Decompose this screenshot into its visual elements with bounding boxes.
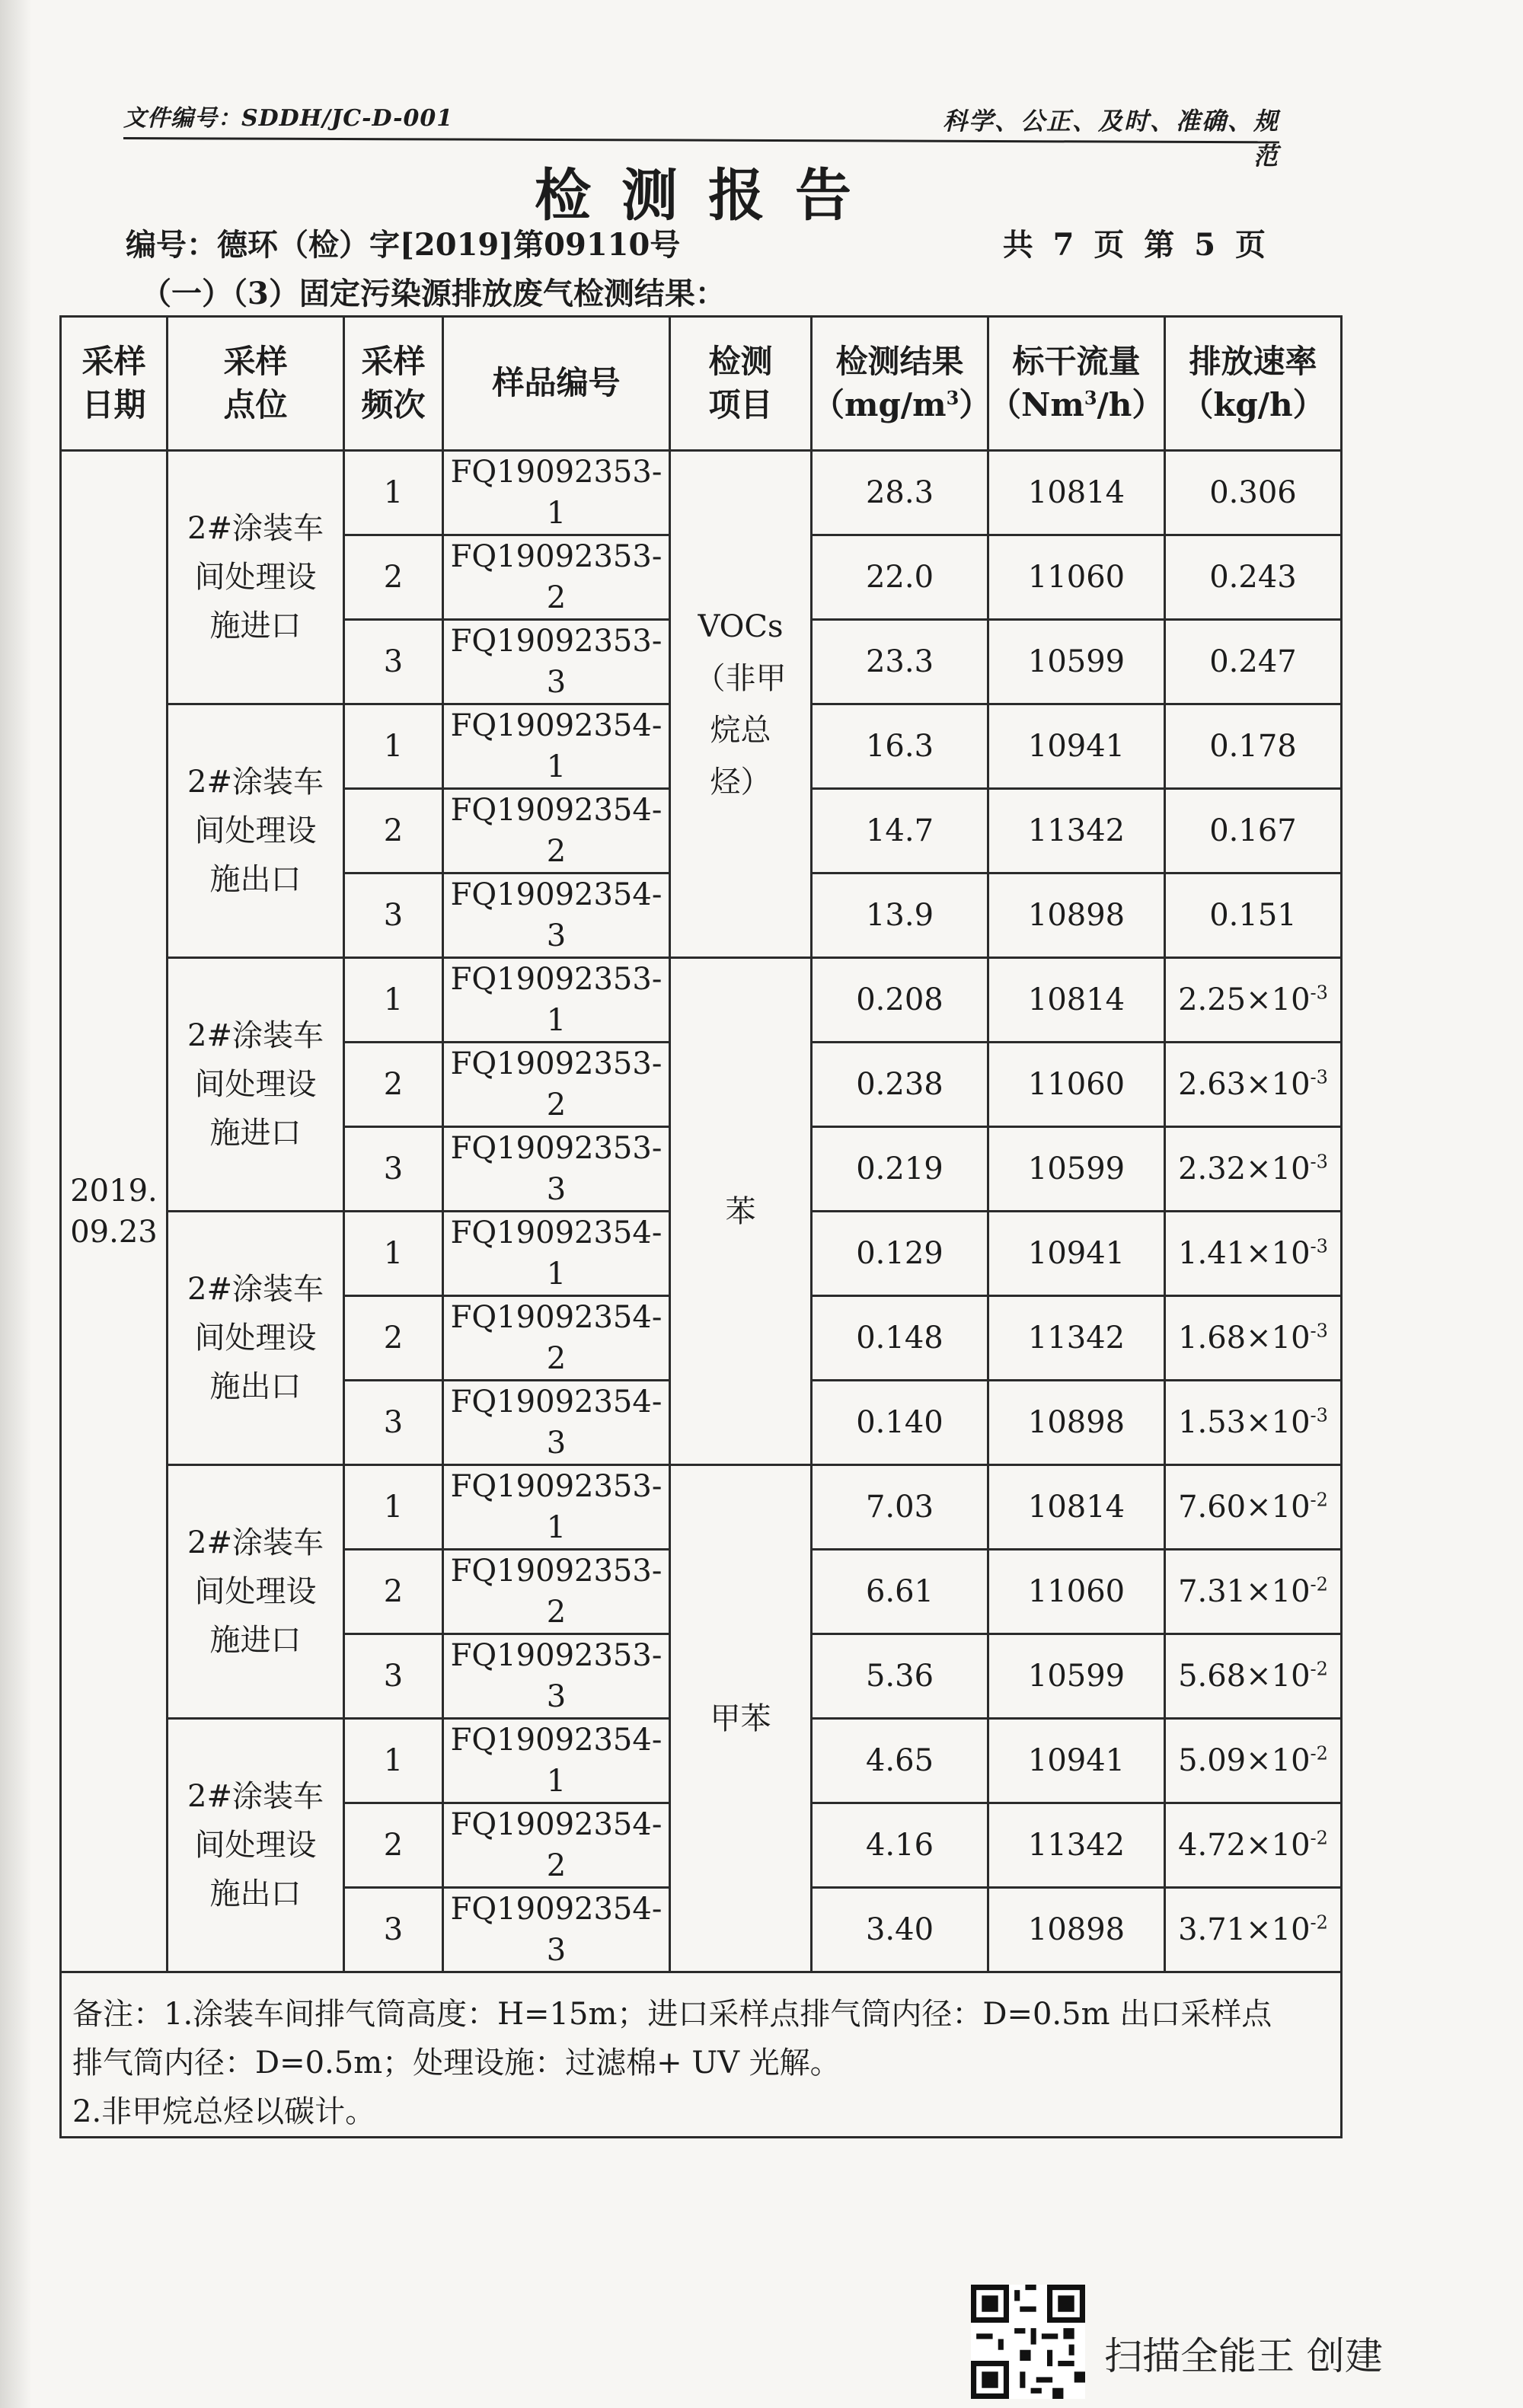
sampling-site: 2#涂装车 间处理设 施出口 — [168, 1719, 344, 1972]
header-site: 采样 点位 — [168, 317, 344, 451]
sample-no-cell: FQ19092354-1 — [443, 1212, 670, 1296]
remark-line: 备注：1.涂装车间排气筒高度：H=15m；进口采样点排气筒内径：D=0.5m 出口采样点 — [72, 1997, 1272, 2032]
sampling-site: 2#涂装车 间处理设 施出口 — [168, 704, 344, 958]
table-row — [61, 451, 1342, 535]
sample-no-cell: FQ19092354-1 — [443, 704, 670, 789]
flow-cell: 10898 — [988, 1888, 1165, 1972]
result-cell: 6.61 — [812, 1550, 988, 1634]
page-edge-shadow — [0, 0, 32, 2408]
sampling-site: 2#涂装车 间处理设 施进口 — [168, 958, 344, 1212]
result-cell: 7.03 — [812, 1465, 988, 1550]
test-item: VOCs （非甲 烷总 烃） — [670, 451, 812, 958]
notes-row — [61, 1972, 1342, 2138]
frequency-cell: 3 — [344, 1888, 443, 1972]
result-cell: 0.129 — [812, 1212, 988, 1296]
frequency-cell: 1 — [344, 451, 443, 535]
sample-no-cell: FQ19092353-3 — [443, 620, 670, 704]
rate-cell: $5.09\times 10^{-2}$ — [1165, 1719, 1342, 1803]
header-frequency: 采样 频次 — [344, 317, 443, 451]
rate-cell: $2.25\times 10^{-3}$ — [1165, 958, 1342, 1043]
flow-cell: 10599 — [988, 1127, 1165, 1212]
header-motto: 科学、公正、及时、准确、规范 — [942, 107, 1279, 171]
sample-no-cell: FQ19092353-3 — [443, 1127, 670, 1212]
table-row — [61, 958, 1342, 1043]
page-title: 检测报告 — [535, 163, 882, 228]
flow-cell: 11342 — [988, 1296, 1165, 1381]
test-item: 苯 — [670, 958, 812, 1465]
rate-cell: $2.63\times 10^{-3}$ — [1165, 1043, 1342, 1127]
results-table — [59, 315, 1343, 2138]
flow-cell: 10814 — [988, 1465, 1165, 1550]
rate-cell: $5.68\times 10^{-2}$ — [1165, 1634, 1342, 1719]
header-flow: 标干流量 （Nm$^3$/h） — [988, 317, 1165, 451]
frequency-cell: 3 — [344, 620, 443, 704]
frequency-cell: 1 — [344, 704, 443, 789]
result-cell: 4.16 — [812, 1803, 988, 1888]
frequency-cell: 1 — [344, 1212, 443, 1296]
result-cell: 0.208 — [812, 958, 988, 1043]
flow-cell: 11060 — [988, 1550, 1165, 1634]
sample-no-cell: FQ19092354-1 — [443, 1719, 670, 1803]
flow-cell: 10941 — [988, 1212, 1165, 1296]
flow-cell: 10941 — [988, 1719, 1165, 1803]
remark-line: 排气筒内径：D=0.5m；处理设施：过滤棉+ UV 光解。 — [72, 2046, 841, 2081]
frequency-cell: 1 — [344, 1719, 443, 1803]
rate-cell: $1.41\times 10^{-3}$ — [1165, 1212, 1342, 1296]
scanner-text: 扫描全能王 创建 — [1104, 2334, 1383, 2378]
frequency-cell: 2 — [344, 535, 443, 620]
sample-no-cell: FQ19092354-3 — [443, 873, 670, 958]
sample-no-cell: FQ19092353-1 — [443, 1465, 670, 1550]
rate-cell: $7.60\times 10^{-2}$ — [1165, 1465, 1342, 1550]
flow-cell: 10814 — [988, 958, 1165, 1043]
flow-cell: 10941 — [988, 704, 1165, 789]
remark-line: 2.非甲烷总烃以碳计。 — [72, 2094, 376, 2129]
rate-cell: 0.247 — [1165, 620, 1342, 704]
table-row — [61, 1465, 1342, 1550]
result-cell: 14.7 — [812, 789, 988, 873]
result-cell: 28.3 — [812, 451, 988, 535]
sample-no-cell: FQ19092354-2 — [443, 1803, 670, 1888]
frequency-cell: 2 — [344, 1043, 443, 1127]
rate-cell: $1.68\times 10^{-3}$ — [1165, 1296, 1342, 1381]
header-result: 检测结果 $(mg/m^3)$ — [812, 317, 988, 451]
rate-cell: 0.178 — [1165, 704, 1342, 789]
sample-no-cell: FQ19092353-1 — [443, 958, 670, 1043]
file-number: 文件编号：SDDH/JC-D-001 — [123, 105, 454, 132]
rate-cell: 0.167 — [1165, 789, 1342, 873]
sample-no-cell: FQ19092353-3 — [443, 1634, 670, 1719]
frequency-cell: 3 — [344, 1127, 443, 1212]
frequency-cell: 3 — [344, 1381, 443, 1465]
flow-cell: 11060 — [988, 1043, 1165, 1127]
result-cell: 23.3 — [812, 620, 988, 704]
section-title: （一）（3）固定污染源排放废气检测结果： — [141, 276, 726, 311]
frequency-cell: 3 — [344, 1634, 443, 1719]
sample-no-cell: FQ19092353-2 — [443, 535, 670, 620]
result-cell: 0.219 — [812, 1127, 988, 1212]
flow-cell: 11342 — [988, 1803, 1165, 1888]
sample-no-cell: FQ19092353-1 — [443, 451, 670, 535]
rate-cell: $2.32\times 10^{-3}$ — [1165, 1127, 1342, 1212]
sample-no-cell: FQ19092354-3 — [443, 1381, 670, 1465]
sample-no-cell: FQ19092353-2 — [443, 1550, 670, 1634]
flow-cell: 11342 — [988, 789, 1165, 873]
result-cell: 5.36 — [812, 1634, 988, 1719]
result-cell: 3.40 — [812, 1888, 988, 1972]
result-cell: 22.0 — [812, 535, 988, 620]
frequency-cell: 2 — [344, 1296, 443, 1381]
rate-cell: $4.72\times 10^{-2}$ — [1165, 1803, 1342, 1888]
header-date: 采样 日期 — [61, 317, 168, 451]
flow-cell: 10599 — [988, 1634, 1165, 1719]
frequency-cell: 2 — [344, 1803, 443, 1888]
page-indicator: 共 7 页 第 5 页 — [1002, 227, 1270, 263]
remarks — [61, 1972, 1342, 2138]
flow-cell: 10814 — [988, 451, 1165, 535]
rate-cell: $7.31\times 10^{-2}$ — [1165, 1550, 1342, 1634]
result-cell: 13.9 — [812, 873, 988, 958]
flow-cell: 10898 — [988, 873, 1165, 958]
rate-cell: $1.53\times 10^{-3}$ — [1165, 1381, 1342, 1465]
report-number: 编号：德环（检）字[2019]第09110号 — [126, 227, 681, 263]
sample-no-cell: FQ19092354-3 — [443, 1888, 670, 1972]
qr-code-icon — [971, 2285, 1085, 2399]
result-cell: 0.238 — [812, 1043, 988, 1127]
sampling-site: 2#涂装车 间处理设 施出口 — [168, 1212, 344, 1465]
sampling-date: 2019. 09.23 — [61, 451, 168, 1972]
frequency-cell: 2 — [344, 789, 443, 873]
sample-no-cell: FQ19092354-2 — [443, 789, 670, 873]
header-item: 检测 项目 — [670, 317, 812, 451]
rate-cell: $3.71\times 10^{-2}$ — [1165, 1888, 1342, 1972]
sample-no-cell: FQ19092354-2 — [443, 1296, 670, 1381]
flow-cell: 10599 — [988, 620, 1165, 704]
result-cell: 16.3 — [812, 704, 988, 789]
header-row — [61, 317, 1342, 451]
sample-no-cell: FQ19092353-2 — [443, 1043, 670, 1127]
result-cell: 0.140 — [812, 1381, 988, 1465]
scanner-watermark — [971, 2282, 1466, 2403]
sampling-site: 2#涂装车 间处理设 施进口 — [168, 1465, 344, 1719]
result-cell: 4.65 — [812, 1719, 988, 1803]
header-sample-no: 样品编号 — [443, 317, 670, 451]
header-rate: 排放速率 （kg/h） — [1165, 317, 1342, 451]
frequency-cell: 1 — [344, 1465, 443, 1550]
test-item: 甲苯 — [670, 1465, 812, 1972]
sampling-site: 2#涂装车 间处理设 施进口 — [168, 451, 344, 704]
frequency-cell: 2 — [344, 1550, 443, 1634]
flow-cell: 10898 — [988, 1381, 1165, 1465]
frequency-cell: 3 — [344, 873, 443, 958]
rate-cell: 0.306 — [1165, 451, 1342, 535]
rate-cell: 0.243 — [1165, 535, 1342, 620]
flow-cell: 11060 — [988, 535, 1165, 620]
frequency-cell: 1 — [344, 958, 443, 1043]
rate-cell: 0.151 — [1165, 873, 1342, 958]
result-cell: 0.148 — [812, 1296, 988, 1381]
